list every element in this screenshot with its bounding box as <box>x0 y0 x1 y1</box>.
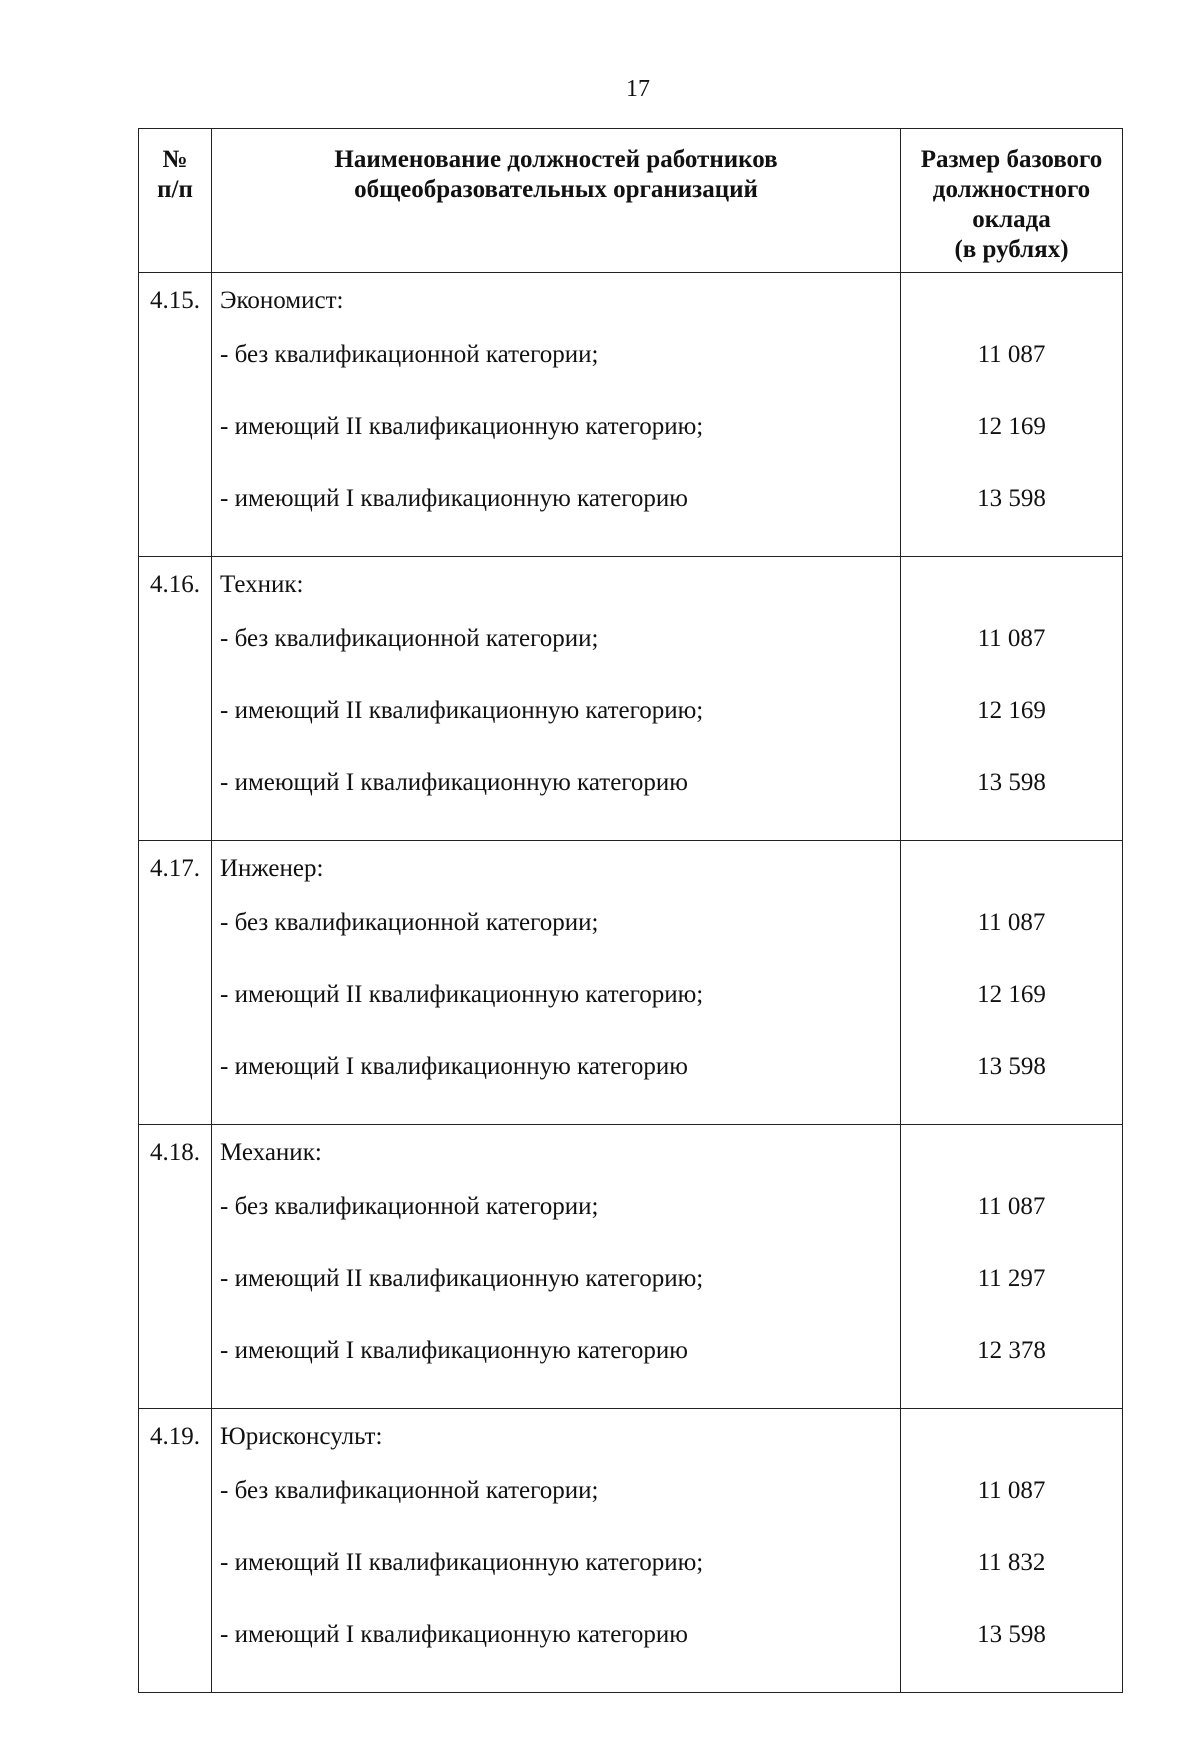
row-salary <box>901 841 1123 1125</box>
category-label: - имеющий II квалификационную категорию; <box>220 697 704 724</box>
header-number-line: № <box>162 146 188 173</box>
position-title: Механик: <box>220 1139 322 1166</box>
header-position-line: общеобразовательных организаций <box>354 176 758 203</box>
salary-value: 13 598 <box>977 485 1046 512</box>
category-label: - без квалификационной категории; <box>220 625 599 652</box>
row-number-text: 4.17. <box>150 855 200 882</box>
salary-spacer <box>901 1422 1122 1476</box>
category-label: - имеющий I квалификационную категорию <box>220 769 688 796</box>
row-number-text: 4.15. <box>150 287 200 314</box>
table-body <box>139 273 1123 1693</box>
row-salary <box>901 1125 1123 1409</box>
category-label: - имеющий I квалификационную категорию <box>220 485 688 512</box>
category-label: - без квалификационной категории; <box>220 1193 599 1220</box>
row-number <box>139 273 212 557</box>
position-title: Экономист: <box>220 287 344 314</box>
salary-value: 11 087 <box>977 341 1046 368</box>
row-salary <box>901 557 1123 841</box>
header-row <box>139 129 1123 273</box>
row-position <box>212 1409 901 1693</box>
salary-value: 13 598 <box>977 1621 1046 1648</box>
salary-spacer <box>901 286 1122 340</box>
salary-spacer <box>901 854 1122 908</box>
table-row <box>139 273 1123 557</box>
salary-value: 12 169 <box>977 981 1046 1008</box>
page-number: 17 <box>626 76 650 102</box>
salary-value: 11 832 <box>977 1549 1046 1576</box>
header-salary-line: оклада <box>972 206 1051 233</box>
salary-value: 11 087 <box>977 1193 1046 1220</box>
category-label: - имеющий I квалификационную категорию <box>220 1337 688 1364</box>
row-position <box>212 841 901 1125</box>
salary-spacer <box>901 570 1122 624</box>
salary-value: 11 087 <box>977 625 1046 652</box>
row-position <box>212 273 901 557</box>
row-number <box>139 841 212 1125</box>
category-label: - без квалификационной категории; <box>220 1477 599 1504</box>
salary-value: 11 297 <box>977 1265 1046 1292</box>
row-salary <box>901 273 1123 557</box>
category-label: - без квалификационной категории; <box>220 341 599 368</box>
row-number <box>139 1125 212 1409</box>
category-label: - имеющий II квалификационную категорию; <box>220 413 704 440</box>
header-number <box>139 129 212 273</box>
row-salary <box>901 1409 1123 1693</box>
header-salary <box>901 129 1123 273</box>
salary-value: 11 087 <box>977 1477 1046 1504</box>
salary-value: 13 598 <box>977 1053 1046 1080</box>
category-label: - имеющий II квалификационную категорию; <box>220 981 704 1008</box>
salary-value: 13 598 <box>977 769 1046 796</box>
position-title: Юрисконсульт: <box>220 1423 383 1450</box>
row-number-text: 4.16. <box>150 571 200 598</box>
header-salary-line: (в рублях) <box>954 236 1069 263</box>
category-label: - имеющий I квалификационную категорию <box>220 1053 688 1080</box>
table-row <box>139 557 1123 841</box>
table-row <box>139 1125 1123 1409</box>
row-position <box>212 557 901 841</box>
position-title: Инженер: <box>220 855 324 882</box>
category-label: - имеющий II квалификационную категорию; <box>220 1549 704 1576</box>
header-number-line: п/п <box>157 176 193 203</box>
header-salary-line: Размер базового <box>920 146 1103 173</box>
header-position-name <box>212 129 901 273</box>
category-label: - без квалификационной категории; <box>220 909 599 936</box>
salary-value: 12 169 <box>977 697 1046 724</box>
salary-value: 12 169 <box>977 413 1046 440</box>
row-number <box>139 1409 212 1693</box>
salary-value: 11 087 <box>977 909 1046 936</box>
salary-value: 12 378 <box>977 1337 1046 1364</box>
row-position <box>212 1125 901 1409</box>
header-salary-line: должностного <box>932 176 1091 203</box>
salary-table <box>138 128 1123 1693</box>
header-position-line: Наименование должностей работников <box>334 146 778 173</box>
row-number-text: 4.19. <box>150 1423 200 1450</box>
position-title: Техник: <box>220 571 304 598</box>
row-number <box>139 557 212 841</box>
table-row <box>139 1409 1123 1693</box>
table-header <box>139 129 1123 273</box>
table-row <box>139 841 1123 1125</box>
row-number-text: 4.18. <box>150 1139 200 1166</box>
category-label: - имеющий I квалификационную категорию <box>220 1621 688 1648</box>
salary-spacer <box>901 1138 1122 1192</box>
category-label: - имеющий II квалификационную категорию; <box>220 1265 704 1292</box>
